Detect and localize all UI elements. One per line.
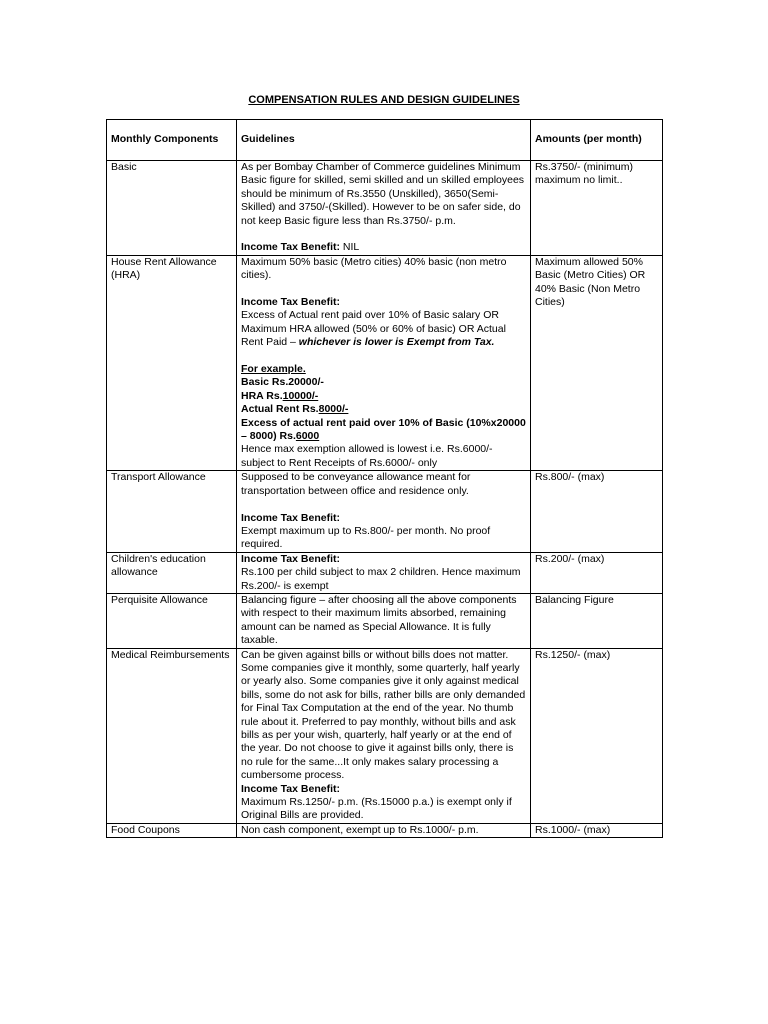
- amount-cell: Rs.800/- (max): [531, 471, 663, 552]
- amount-cell: Balancing Figure: [531, 593, 663, 648]
- guideline-cell: Balancing figure – after choosing all the above components with respect to their maximum limits absorbed, remaining amount can be named as Special Allowance. It is fully taxable.: [237, 593, 531, 648]
- guideline-cell: [237, 161, 531, 256]
- tax-benefit-value: NIL: [340, 241, 360, 254]
- guideline-cell: [237, 471, 531, 552]
- tax-benefit-label: Income Tax Benefit:: [241, 782, 340, 795]
- component-name: Perquisite Allowance: [107, 593, 237, 648]
- guideline-text: Maximum 50% basic (Metro cities) 40% basic (non metro cities).: [241, 255, 507, 282]
- example-label: For example.: [241, 363, 306, 376]
- component-name: House Rent Allowance (HRA): [107, 255, 237, 470]
- tax-benefit-text: Excess of Actual rent paid over 10% of Basic salary OR Maximum HRA allowed (50% or 60% of basic) OR Actual Rent Paid –: [241, 309, 506, 349]
- guideline-cell: [237, 648, 531, 823]
- document-title: COMPENSATION RULES AND DESIGN GUIDELINES: [248, 94, 520, 106]
- table-row: [107, 593, 663, 648]
- table-row: [107, 552, 663, 593]
- tax-benefit-text: Rs.100 per child subject to max 2 children. Hence maximum Rs.200/- is exempt: [241, 566, 521, 592]
- amount-cell: Rs.3750/- (minimum) maximum no limit..: [531, 161, 663, 256]
- amount-cell: Maximum allowed 50% Basic (Metro Cities) OR 40% Basic (Non Metro Cities): [531, 255, 663, 470]
- header-monthly-components: Monthly Components: [107, 120, 237, 161]
- tax-benefit-label: Income Tax Benefit:: [241, 296, 340, 309]
- component-name: Transport Allowance: [107, 471, 237, 552]
- tax-benefit-label: Income Tax Benefit:: [241, 511, 340, 524]
- example-basic: Basic Rs.20000/-: [241, 376, 324, 389]
- component-name: Medical Reimbursements: [107, 648, 237, 823]
- tax-benefit-label: Income Tax Benefit:: [241, 241, 340, 254]
- guideline-cell: [237, 255, 531, 470]
- example-rent-prefix: Actual Rent Rs.: [241, 403, 319, 416]
- example-excess: Excess of actual rent paid over 10% of Basic (10%x20000 – 8000) Rs.: [241, 416, 526, 443]
- tax-benefit-emphasis: whichever is lower is Exempt from Tax.: [298, 336, 495, 349]
- component-name: Basic: [107, 161, 237, 256]
- guideline-text: Supposed to be conveyance allowance meant for transportation between office and residence only.: [241, 471, 471, 497]
- example-excess-value: 6000: [295, 430, 320, 443]
- example-hra-value: 10000/-: [282, 389, 319, 402]
- table-row: [107, 648, 663, 823]
- header-amounts: Amounts (per month): [531, 120, 663, 161]
- compensation-table: [106, 119, 663, 838]
- example-rent-value: 8000/-: [318, 403, 349, 416]
- component-name: Children's education allowance: [107, 552, 237, 593]
- guideline-text: Can be given against bills or without bills does not matter. Some companies give it monthly, some quarterly, half yearly or yearly also. Some companies give it only against medical bills, some do not ask for bills, rather bills are only demanded for Final Tax Computation at the end of the year. No thumb rule about it. Preferred to pay monthly, without bills and ask bills as per your wish, quarterly, half yearly or at the end of the year. Do not choose to give it against bills only, there is no rule for the same...It only makes salary processing a cumbersome process.: [241, 648, 526, 782]
- table-row: [107, 471, 663, 552]
- component-name: Food Coupons: [107, 823, 237, 837]
- amount-cell: Rs.200/- (max): [531, 552, 663, 593]
- table-row: [107, 255, 663, 470]
- table-header-row: [107, 120, 663, 161]
- table-row: [107, 161, 663, 256]
- guideline-cell: [237, 552, 531, 593]
- example-hra-prefix: HRA Rs.: [241, 389, 283, 402]
- guideline-text: As per Bombay Chamber of Commerce guidelines Minimum Basic figure for skilled, semi skilled and un skilled employees should be minimum of Rs.3550 (Unskilled), 3650(Semi-Skilled) and 3750/-(Skilled). However to be on safer side, do not keep Basic figure less than Rs.3750/- p.m.: [241, 161, 525, 227]
- table-row: [107, 823, 663, 837]
- amount-cell: Rs.1250/- (max): [531, 648, 663, 823]
- example-conclusion: Hence max exemption allowed is lowest i.e. Rs.6000/- subject to Rent Receipts of Rs.6000/- only: [241, 443, 493, 469]
- tax-benefit-label: Income Tax Benefit:: [241, 552, 340, 565]
- tax-benefit-text: Maximum Rs.1250/- p.m. (Rs.15000 p.a.) is exempt only if Original Bills are provided.: [241, 796, 512, 822]
- amount-cell: Rs.1000/- (max): [531, 823, 663, 837]
- header-guidelines: Guidelines: [237, 120, 531, 161]
- guideline-cell: Non cash component, exempt up to Rs.1000/- p.m.: [237, 823, 531, 837]
- tax-benefit-text: Exempt maximum up to Rs.800/- per month. No proof required.: [241, 524, 491, 551]
